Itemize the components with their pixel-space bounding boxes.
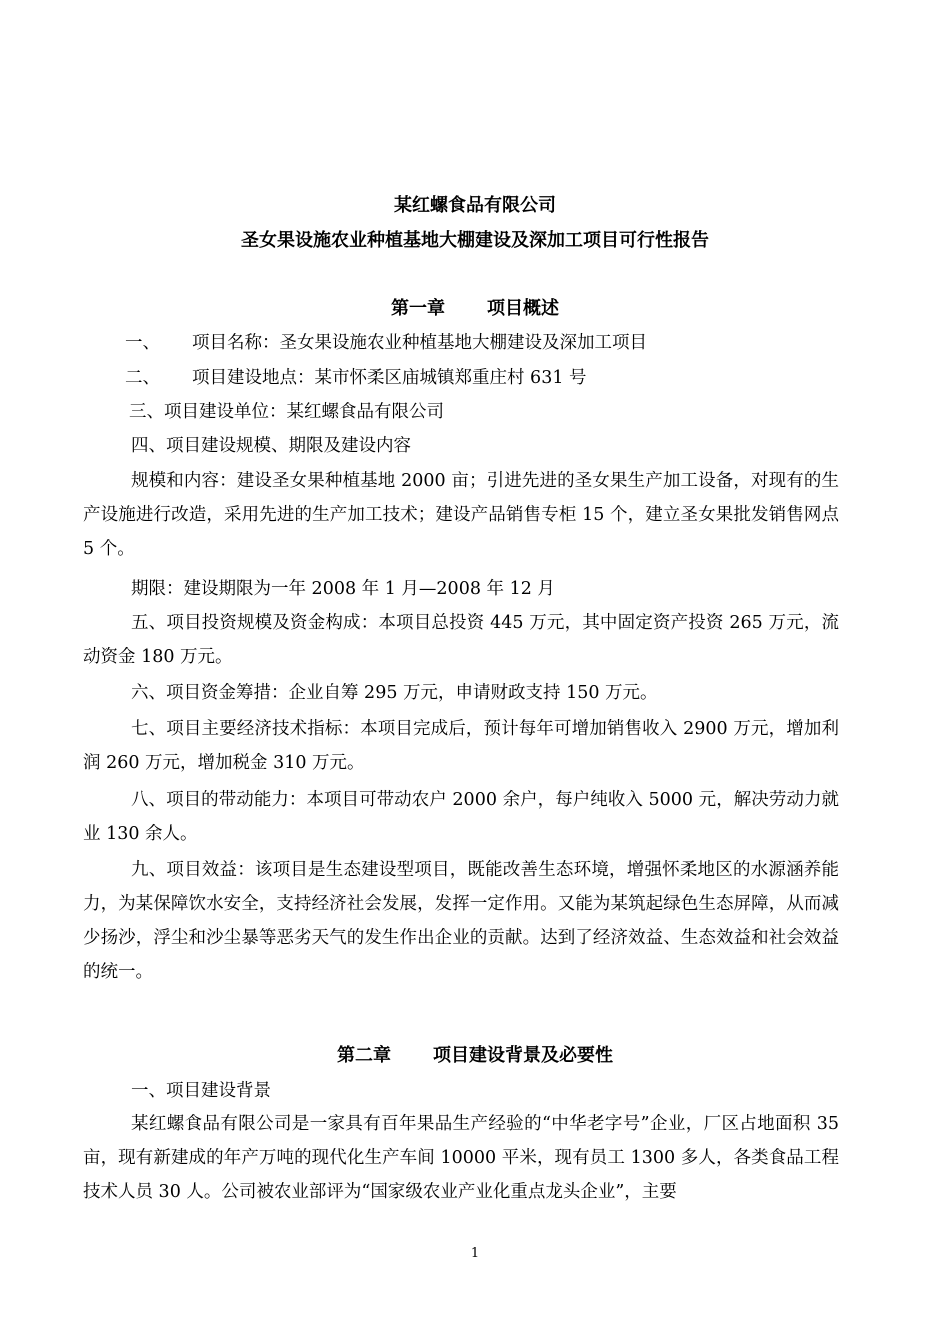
section-1-heading: 一、项目建设背景 [131, 1081, 271, 1101]
item-1-number: 一、 [125, 333, 160, 353]
report-title: 圣女果设施农业种植基地大棚建设及深加工项目可行性报告 [241, 230, 709, 251]
chapter-2-number: 第二章 [337, 1045, 391, 1066]
item-1 [125, 331, 647, 355]
item-3: 三、项目建设单位：某红螺食品有限公司 [129, 402, 444, 422]
chapter-2-title: 项目建设背景及必要性 [433, 1045, 613, 1066]
item-2-number: 二、 [125, 368, 160, 388]
item-2 [125, 366, 587, 390]
chapter-2-heading [0, 1044, 950, 1068]
item-4: 四、项目建设规模、期限及建设内容 [131, 436, 411, 456]
item-7-paragraph: 七、项目主要经济技术指标：本项目完成后，预计每年可增加销售收入 2900 万元，增加利润 260 万元，增加税金 310 万元。 [83, 719, 839, 773]
item-2-text: 项目建设地点：某市怀柔区庙城镇郑重庄村 631 号 [192, 368, 587, 388]
item-9-paragraph: 九、项目效益：该项目是生态建设型项目，既能改善生态环境，增强怀柔地区的水源涵养能力，为某保障饮水安全，支持经济社会发展，发挥一定作用。又能为某筑起绿色生态屏障，从而减少扬沙，浮尘和沙尘暴等恶劣天气的发生作出企业的贡献。达到了经济效益、生态效益和社会效益的统一。 [83, 860, 839, 982]
chapter-1-number: 第一章 [391, 298, 445, 319]
background-paragraph: 某红螺食品有限公司是一家具有百年果品生产经验的“中华老字号”企业，厂区占地面积 35 亩，现有新建成的年产万吨的现代化生产车间 10000 平米，现有员工 1300 多人，各类食品工程技术人员 30 人。公司被农业部评为“国家级农业产业化重点龙头企业”，主要 [83, 1114, 839, 1202]
item-1-text: 项目名称：圣女果设施农业种植基地大棚建设及深加工项目 [192, 333, 647, 353]
scale-paragraph: 规模和内容：建设圣女果种植基地 2000 亩；引进先进的圣女果生产加工设备，对现有的生产设施进行改造，采用先进的生产加工技术；建设产品销售专柜 15 个，建立圣女果批发销售网点 5 个。 [83, 471, 839, 559]
period-paragraph: 期限：建设期限为一年 2008 年 1 月—2008 年 12 月 [131, 579, 555, 599]
item-5-paragraph: 五、项目投资规模及资金构成：本项目总投资 445 万元，其中固定资产投资 265 万元，流动资金 180 万元。 [83, 613, 839, 667]
chapter-1-heading [0, 297, 950, 321]
company-title: 某红螺食品有限公司 [394, 195, 556, 216]
page-number: 1 [470, 1246, 480, 1261]
item-8-paragraph: 八、项目的带动能力：本项目可带动农户 2000 余户，每户纯收入 5000 元，解决劳动力就业 130 余人。 [83, 790, 839, 844]
item-6-paragraph: 六、项目资金筹措：企业自筹 295 万元，申请财政支持 150 万元。 [131, 683, 658, 703]
chapter-1-title: 项目概述 [487, 298, 559, 319]
